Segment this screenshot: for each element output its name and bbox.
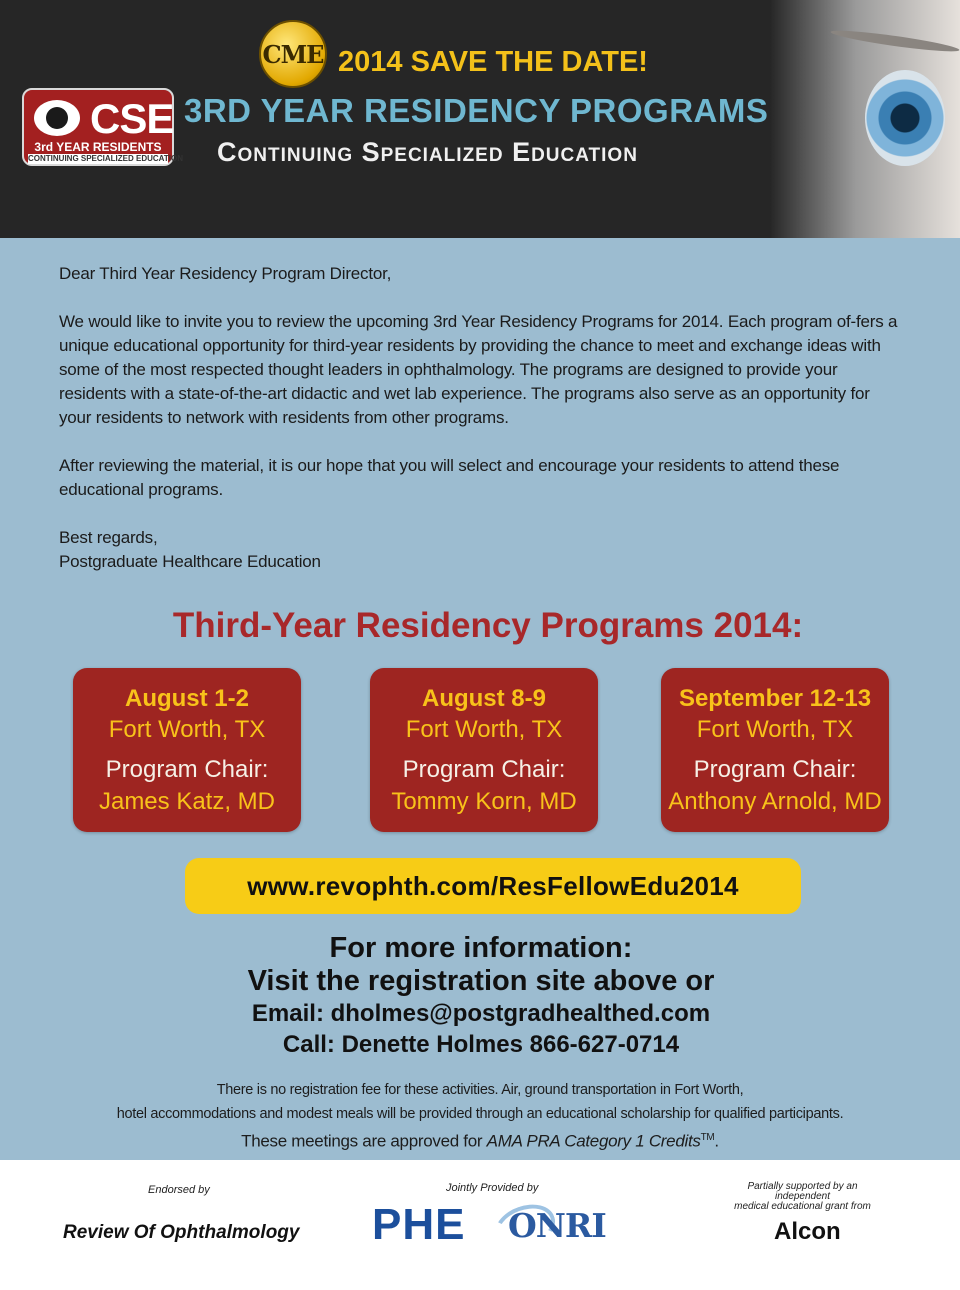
fine-print-line-3 [0,1126,960,1154]
cse-eye-icon [34,100,80,136]
endorsed-label: Endorsed by [148,1184,210,1196]
program-chair: Tommy Korn, MD [391,788,577,815]
program-chair-label: Program Chair: [693,756,857,783]
program-location: Fort Worth, TX [108,716,266,743]
provided-label: Jointly Provided by [446,1182,539,1194]
program-chair-label: Program Chair: [105,756,269,783]
page-subtitle: Continuing Specialized Education [217,137,638,167]
program-date: August 1-2 [124,685,249,712]
onri-logo-text: ONRI [508,1206,606,1245]
letter-closing: Best regards, [59,528,158,547]
registration-link[interactable] [185,858,801,914]
invitation-letter [59,262,905,574]
page-title: 3RD YEAR RESIDENCY PROGRAMS [184,92,769,129]
alcon-logo: Alcon [774,1218,841,1245]
cse-logo-line1: 3rd YEAR RESIDENTS [34,140,162,154]
grant-line-2: medical educational grant from [734,1201,871,1212]
program-chair: James Katz, MD [98,788,276,815]
program-chair: Anthony Arnold, MD [668,788,882,815]
info-email[interactable]: Email: dholmes@postgradhealthed.com [251,1000,711,1027]
program-chair-label: Program Chair: [402,756,566,783]
grant-label [720,1182,885,1212]
eye-icon [865,70,945,166]
phe-logo: PHE [372,1200,466,1249]
registration-url[interactable]: www.revophth.com/ResFellowEdu2014 [247,870,739,901]
save-the-date: 2014 SAVE THE DATE! [338,46,648,78]
eyebrow-shape [830,27,960,55]
program-date: September 12-13 [678,685,872,712]
cse-logo-line2: CONTINUING SPECIALIZED EDUCATION [28,154,183,163]
info-visit: Visit the registration site above or [247,965,715,997]
fine-print [0,1078,960,1154]
footer-sponsors [0,1160,960,1290]
letter-paragraph-1: We would like to invite you to review the upcoming 3rd Year Residency Programs for 2014. Each program of-fers a unique educational opportunity for third-year residents by providing the chance to meet and exchange ideas with some of the most respected thought leaders in ophthalmology. The programs are designed to provide your residents with a state-of-the-art didactic and wet lab experience. The programs also serve as an opportunity for your residents to network with residents from other programs. [59,312,898,427]
credit-name: AMA PRA Category 1 Credits [486,1131,701,1151]
credit-prefix: These meetings are approved for [241,1131,487,1151]
program-card-2 [370,668,598,832]
letter-signature: Postgraduate Healthcare Education [59,552,321,571]
program-card-3 [661,668,889,832]
fine-print-line-2: hotel accommodations and modest meals will be provided through an educational scholarship for qualified participants. [116,1106,844,1122]
cse-logo [22,88,183,166]
endorser-logo: Review Of Ophthalmology [63,1222,300,1243]
letter-greeting: Dear Third Year Residency Program Director, [59,264,392,283]
trademark-mark: TM [700,1132,715,1143]
main-content [0,238,960,1160]
info-heading: For more information: [329,932,633,964]
onri-logo [494,1202,612,1248]
program-location: Fort Worth, TX [405,716,563,743]
program-card-1 [73,668,301,832]
credit-suffix: . [714,1131,719,1151]
header-banner [0,0,960,238]
programs-title: Third-Year Residency Programs 2014: [172,606,804,645]
info-phone: Call: Denette Holmes 866-627-0714 [282,1031,680,1058]
grant-line-1: Partially supported by an independent [747,1181,858,1202]
fine-print-line-1: There is no registration fee for these activities. Air, ground transportation in Fort Worth, [216,1082,744,1098]
cme-badge [259,20,327,88]
contact-info [0,932,960,1060]
eye-photo [770,0,960,238]
program-location: Fort Worth, TX [696,716,854,743]
letter-paragraph-2: After reviewing the material, it is our hope that you will select and encourage your residents to attend these educational programs. [59,456,840,499]
program-date: August 8-9 [421,685,546,712]
cme-badge-label: CME [262,39,324,69]
cse-logo-word: CSE [90,95,174,142]
